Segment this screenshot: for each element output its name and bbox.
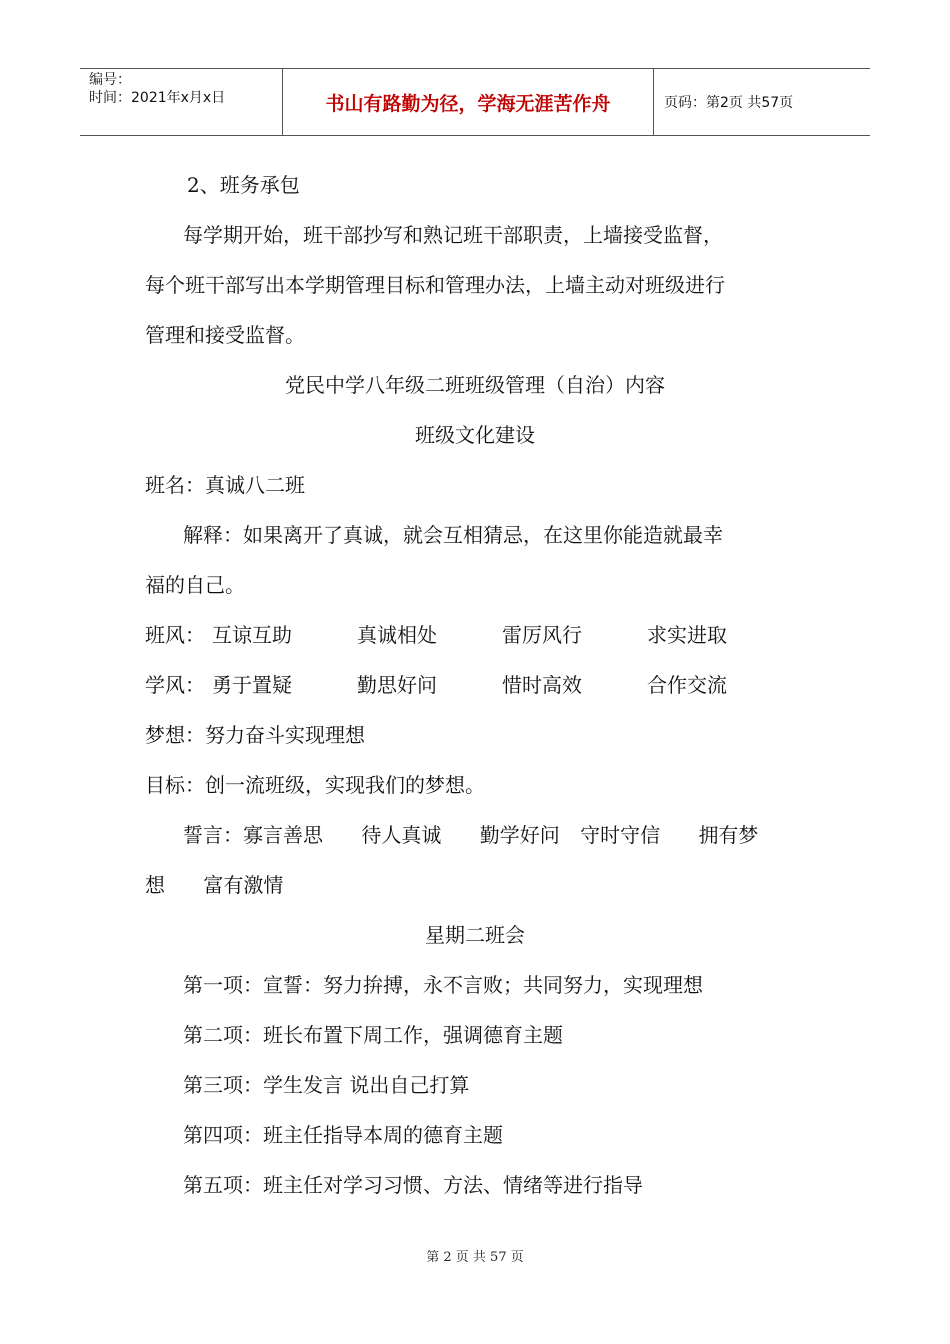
header-table bbox=[80, 68, 870, 136]
oath-item: 守时守信 bbox=[580, 823, 661, 847]
class-style-item: 求实进取 bbox=[647, 623, 727, 647]
study-style-item: 勇于置疑 bbox=[212, 673, 292, 697]
explanation-line: 解释：如果离开了真诚，就会互相猜忌，在这里你能造就最幸 bbox=[183, 523, 723, 547]
study-style-item: 勤思好问 bbox=[357, 673, 437, 697]
document-subtitle: 班级文化建设 bbox=[415, 423, 535, 447]
oath-continuation-row bbox=[145, 860, 805, 910]
class-style-item: 雷厉风行 bbox=[502, 623, 582, 647]
header-motto: 书山有路勤为径，学海无涯苦作舟 bbox=[282, 69, 654, 135]
explanation-line: 福的自己。 bbox=[145, 573, 245, 597]
document-body bbox=[145, 160, 805, 1210]
paragraph-line: 管理和接受监督。 bbox=[145, 323, 305, 347]
meeting-item: 第五项：班主任对学习习惯、方法、情绪等进行指导 bbox=[183, 1173, 643, 1197]
paragraph-line: 每学期开始，班干部抄写和熟记班干部职责，上墙接受监督， bbox=[183, 223, 723, 247]
meeting-item: 第一项：宣誓：努力拚搏，永不言败；共同努力，实现理想 bbox=[183, 973, 703, 997]
goal-line: 目标：创一流班级，实现我们的梦想。 bbox=[145, 773, 485, 797]
oath-item: 寡言善思 bbox=[243, 823, 323, 847]
header-page-code: 页码：第2页 共57页 bbox=[664, 95, 794, 111]
class-name: 班名：真诚八二班 bbox=[145, 473, 305, 497]
oath-item: 勤学好问 bbox=[479, 823, 560, 847]
document-time-label: 时间：2021年x月x日 bbox=[89, 90, 226, 106]
dream-line: 梦想：努力奋斗实现理想 bbox=[145, 723, 365, 747]
meeting-title: 星期二班会 bbox=[425, 923, 525, 947]
meeting-item: 第二项：班长布置下周工作，强调德育主题 bbox=[183, 1023, 563, 1047]
document-title: 党民中学八年级二班班级管理（自治）内容 bbox=[285, 373, 665, 397]
class-style-item: 互谅互助 bbox=[212, 623, 292, 647]
class-style-item: 真诚相处 bbox=[357, 623, 437, 647]
study-style-row bbox=[145, 660, 805, 710]
meeting-item: 第四项：班主任指导本周的德育主题 bbox=[183, 1123, 503, 1147]
header-meta-cell bbox=[80, 69, 282, 135]
document-number-label: 编号： bbox=[89, 72, 131, 88]
oath-item: 富有激情 bbox=[203, 873, 284, 897]
oath-row bbox=[145, 810, 805, 860]
study-style-item: 合作交流 bbox=[647, 673, 727, 697]
oath-label: 誓言： bbox=[183, 823, 243, 847]
page-footer: 第 2 页 共 57 页 bbox=[426, 1250, 524, 1265]
study-style-label: 学风： bbox=[145, 673, 205, 697]
meeting-item: 第三项：学生发言 说出自己打算 bbox=[183, 1073, 470, 1097]
class-style-label: 班风： bbox=[145, 623, 205, 647]
paragraph-line: 每个班干部写出本学期管理目标和管理办法，上墙主动对班级进行 bbox=[145, 273, 725, 297]
oath-item: 拥有梦 bbox=[698, 823, 759, 847]
study-style-item: 惜时高效 bbox=[502, 673, 582, 697]
class-style-row bbox=[145, 610, 805, 660]
oath-item: 待人真诚 bbox=[361, 823, 442, 847]
section-heading: 2、班务承包 bbox=[187, 173, 300, 197]
oath-item: 想 bbox=[145, 873, 165, 897]
